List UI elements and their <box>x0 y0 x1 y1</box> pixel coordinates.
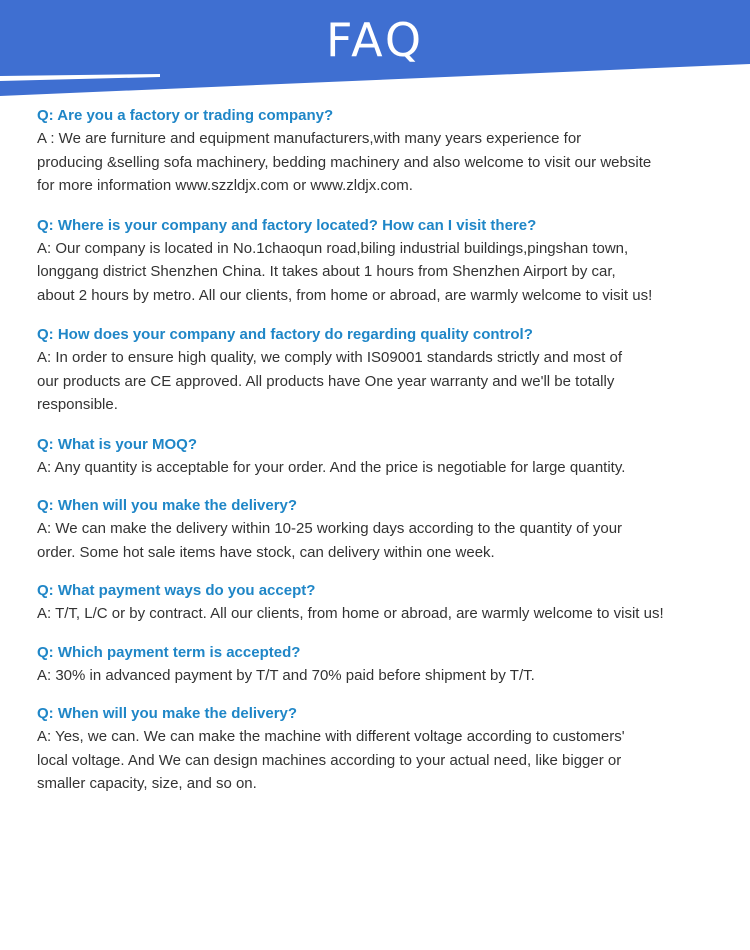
faq-question: Q: What is your MOQ? <box>37 435 197 453</box>
faq-answer-line: longgang district Shenzhen China. It takes about 1 hours from Shenzhen Airport by car, <box>37 263 616 280</box>
faq-answer-line: for more information www.szzldjx.com or www.zldjx.com. <box>37 177 413 194</box>
faq-item <box>37 104 717 198</box>
faq-answer <box>37 602 717 626</box>
faq-item <box>37 494 717 564</box>
faq-answer-line: A: In order to ensure high quality, we comply with IS09001 standards strictly and most of <box>37 349 623 366</box>
faq-item <box>37 214 717 308</box>
faq-answer-line: A: T/T, L/C or by contract. All our clients, from home or abroad, are warmly welcome to visit us! <box>37 605 664 622</box>
faq-item <box>37 433 717 480</box>
faq-question: Q: When will you make the delivery? <box>37 497 298 514</box>
faq-answer <box>37 456 717 480</box>
faq-answer-line: about 2 hours by metro. All our clients, from home or abroad, are warmly welcome to visit us! <box>37 286 653 304</box>
faq-answer <box>37 725 717 796</box>
faq-answer-line: A: We can make the delivery within 10-25 working days according to the quantity of your <box>37 520 623 537</box>
faq-answer <box>37 127 717 198</box>
faq-question: Q: Are you a factory or trading company? <box>37 107 334 124</box>
faq-header-banner <box>0 0 750 110</box>
faq-answer-line: A: Yes, we can. We can make the machine with different voltage according to customers' <box>37 728 625 745</box>
faq-answer-line: local voltage. And We can design machines according to your actual need, like bigger or <box>37 751 622 769</box>
faq-answer-line: A: Our company is located in No.1chaoqun road,biling industrial buildings,pingshan town, <box>37 239 629 257</box>
faq-item <box>37 323 717 417</box>
faq-answer-line: our products are CE approved. All products have One year warranty and we'll be totally <box>37 372 615 390</box>
page-title: FAQ <box>325 13 425 67</box>
faq-item <box>37 579 717 626</box>
faq-item <box>37 641 717 688</box>
faq-question: Q: What payment ways do you accept? <box>37 582 316 599</box>
faq-answer <box>37 517 717 564</box>
faq-answer <box>37 346 717 417</box>
faq-answer-line: order. Some hot sale items have stock, can delivery within one week. <box>37 543 495 561</box>
faq-list <box>37 104 717 796</box>
faq-question: Q: Which payment term is accepted? <box>37 643 301 661</box>
faq-answer <box>37 664 717 688</box>
faq-answer-line: A : We are furniture and equipment manufacturers,with many years experience for <box>37 130 582 147</box>
faq-answer-line: A: 30% in advanced payment by T/T and 70% paid before shipment by T/T. <box>37 666 535 684</box>
faq-item <box>37 702 717 796</box>
faq-answer-line: producing &selling sofa machinery, bedding machinery and also welcome to visit our website <box>37 153 652 171</box>
faq-question: Q: Where is your company and factory located? How can I visit there? <box>37 216 537 234</box>
faq-answer-line: smaller capacity, size, and so on. <box>37 775 257 792</box>
faq-answer-line: responsible. <box>37 396 118 413</box>
faq-question: Q: How does your company and factory do regarding quality control? <box>37 326 533 343</box>
faq-question: Q: When will you make the delivery? <box>37 705 298 722</box>
faq-answer <box>37 237 717 308</box>
faq-answer-line: A: Any quantity is acceptable for your order. And the price is negotiable for large quantity. <box>37 458 626 476</box>
